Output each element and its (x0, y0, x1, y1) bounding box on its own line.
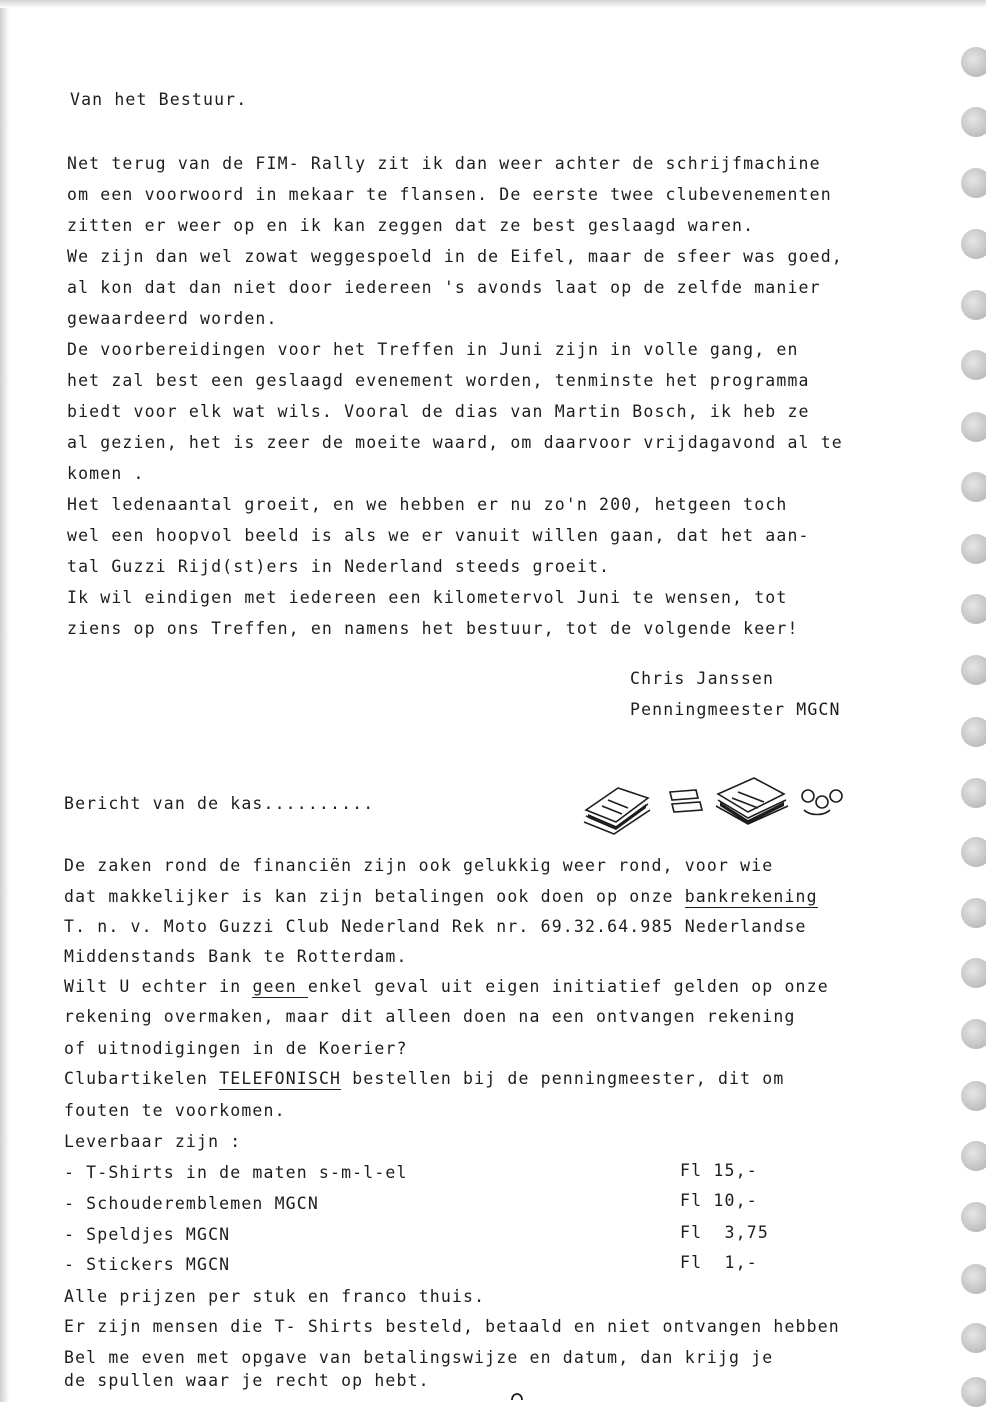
bestuur-line: Het ledenaantal groeit, en we hebben er nu zo'n 200, hetgeen toch (67, 495, 788, 514)
kas-line: Bel me even met opgave van betalingswijze en datum, dan krijg je (64, 1348, 774, 1367)
binder-hole (961, 47, 986, 77)
item-price: Fl 3,75 (680, 1223, 770, 1242)
money-bundles-icon (578, 770, 850, 836)
page-edge-shadow (0, 0, 10, 1402)
bestuur-line: De voorbereidingen voor het Treffen in Juni zijn in volle gang, en (67, 340, 799, 359)
binder-hole (961, 1323, 986, 1353)
bestuur-line: tal Guzzi Rijd(st)ers in Nederland steeds groeit. (67, 557, 611, 576)
binder-hole (961, 1141, 986, 1171)
kas-line: fouten te voorkomen. (64, 1101, 286, 1120)
kas-line: De zaken rond de financiën zijn ook gelukkig weer rond, voor wie (64, 856, 774, 875)
binder-hole (961, 1377, 986, 1407)
bestuur-line: Net terug van de FIM- Rally zit ik dan weer achter de schrijfmachine (67, 154, 821, 173)
binder-holes (946, 0, 986, 1402)
kas-line: de spullen waar je recht op hebt. (64, 1371, 430, 1390)
bestuur-line: Ik wil eindigen met iedereen een kilometervol Juni te wensen, tot (67, 588, 788, 607)
bestuur-line: komen . (67, 464, 145, 483)
bestuur-heading: Van het Bestuur. (70, 90, 248, 109)
page-top-shadow (0, 0, 986, 8)
binder-hole (961, 1081, 986, 1111)
kas-line: T. n. v. Moto Guzzi Club Nederland Rek nr. 69.32.64.985 Nederlandse (64, 917, 807, 936)
binder-hole (961, 350, 986, 380)
binder-hole (961, 655, 986, 685)
kas-text: Clubartikelen (64, 1069, 220, 1088)
bestuur-line: gewaardeerd worden. (67, 309, 278, 328)
binder-hole (961, 229, 986, 259)
kas-line (64, 1069, 784, 1089)
underlined-telefonisch: TELEFONISCH (219, 1069, 342, 1088)
item-label: - Stickers MGCN (64, 1255, 231, 1274)
binder-hole (961, 1202, 986, 1232)
kas-text: bestellen bij de penningmeester, dit om (341, 1069, 785, 1088)
bestuur-line: We zijn dan wel zowat weggespoeld in de Eifel, maar de sfeer was goed, (67, 247, 843, 266)
binder-hole (961, 594, 986, 624)
binder-hole (961, 717, 986, 747)
bestuur-line: zitten er weer op en ik kan zeggen dat ze best geslaagd waren. (67, 216, 755, 235)
signature-role: Penningmeester MGCN (630, 700, 841, 719)
binder-hole (961, 412, 986, 442)
item-price: Fl 1,- (680, 1253, 758, 1272)
binder-hole (961, 107, 986, 137)
kas-line: Er zijn mensen die T- Shirts besteld, betaald en niet ontvangen hebben (64, 1317, 840, 1336)
bestuur-line: het zal best een geslaagd evenement worden, tenminste het programma (67, 371, 810, 390)
item-label: - Schouderemblemen MGCN (64, 1194, 319, 1213)
bestuur-line: al kon dat dan niet door iedereen 's avonds laat op de zelfde manier (67, 278, 821, 297)
kas-text: enkel geval uit eigen initiatief gelden op onze (307, 977, 829, 996)
kas-line (64, 887, 818, 907)
kas-text: Wilt U echter in (64, 977, 253, 996)
binder-hole (961, 290, 986, 320)
signature-name: Chris Janssen (630, 669, 775, 688)
bestuur-line: al gezien, het is zeer de moeite waard, om daarvoor vrijdagavond al te (67, 433, 843, 452)
item-label: - T-Shirts in de maten s-m-l-el (64, 1163, 408, 1182)
binder-hole (961, 898, 986, 928)
page-number-fragment (510, 1388, 524, 1402)
bestuur-line: ziens op ons Treffen, en namens het bestuur, tot de volgende keer! (67, 619, 799, 638)
binder-hole (961, 1264, 986, 1294)
underlined-geen: geen (252, 977, 308, 996)
item-price: Fl 15,- (680, 1161, 758, 1180)
item-label: - Speldjes MGCN (64, 1225, 231, 1244)
bestuur-line: biedt voor elk wat wils. Vooral de dias van Martin Bosch, ik heb ze (67, 402, 810, 421)
kas-text: dat makkelijker is kan zijn betalingen ook doen op onze (64, 887, 685, 906)
kas-line: Alle prijzen per stuk en franco thuis. (64, 1287, 486, 1306)
binder-hole (961, 168, 986, 198)
kas-line: Leverbaar zijn : (64, 1132, 242, 1151)
kas-line: of uitnodigingen in de Koerier? (64, 1039, 408, 1058)
underlined-bankrekening: bankrekening (684, 887, 818, 906)
binder-hole (961, 778, 986, 808)
binder-hole (961, 534, 986, 564)
kas-line (64, 977, 829, 997)
item-price: Fl 10,- (680, 1191, 758, 1210)
binder-hole (961, 472, 986, 502)
binder-hole (961, 958, 986, 988)
kas-heading: Bericht van de kas.......... (64, 794, 375, 813)
binder-hole (961, 1019, 986, 1049)
bestuur-line: wel een hoopvol beeld is als we er vanuit willen gaan, dat het aan- (67, 526, 810, 545)
kas-line: Middenstands Bank te Rotterdam. (64, 947, 408, 966)
bestuur-line: om een voorwoord in mekaar te flansen. De eerste twee clubevenementen (67, 185, 832, 204)
binder-hole (961, 837, 986, 867)
kas-line: rekening overmaken, maar dit alleen doen na een ontvangen rekening (64, 1007, 796, 1026)
